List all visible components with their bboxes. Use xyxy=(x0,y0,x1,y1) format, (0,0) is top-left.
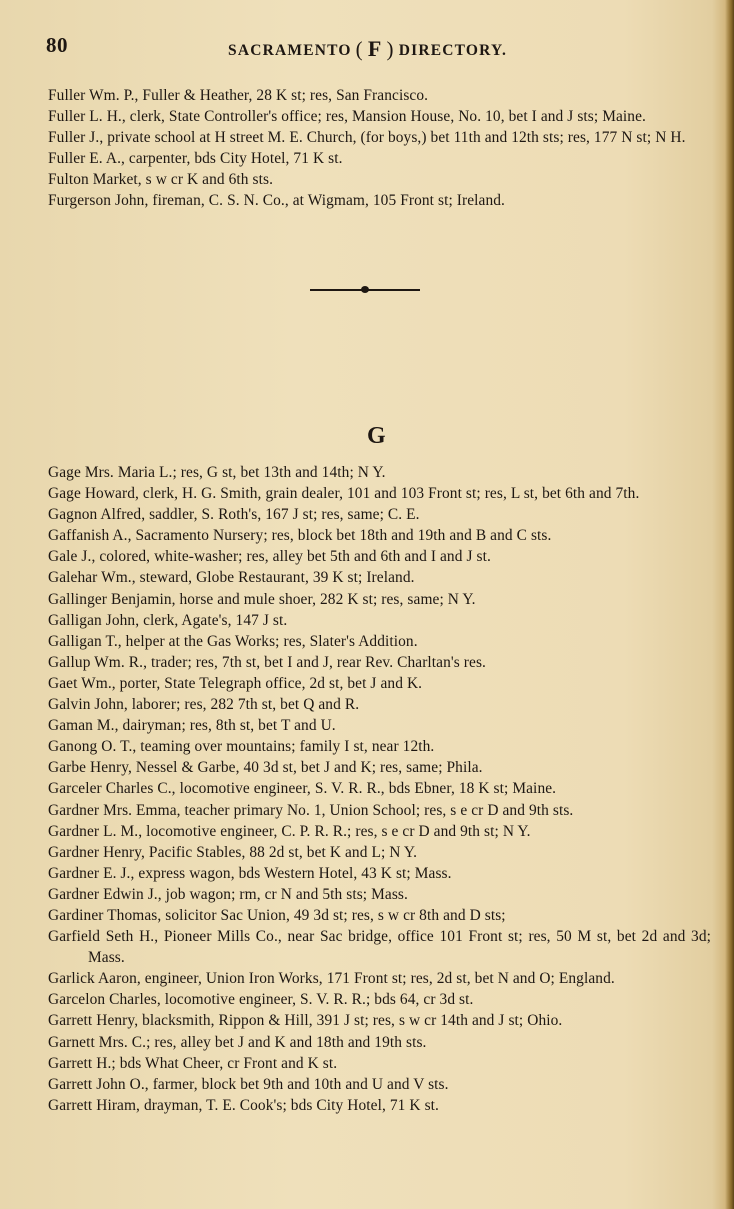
directory-entry: Fuller L. H., clerk, State Controller's office; res, Mansion House, No. 10, bet I and J sts; Maine. xyxy=(48,108,646,126)
running-head-city: SACRAMENTO xyxy=(228,42,352,59)
directory-entry: Fulton Market, s w cr K and 6th sts. xyxy=(48,171,274,189)
running-header xyxy=(46,33,706,61)
directory-entry: Garbe Henry, Nessel & Garbe, 40 3d st, bet J and K; res, same; Phila. xyxy=(48,759,483,777)
directory-entry: Gaffanish A., Sacramento Nursery; res, block bet 18th and 19th and B and C sts. xyxy=(48,527,552,545)
running-head-paren-close: ) xyxy=(386,37,395,61)
directory-entry: Gage Howard, clerk, H. G. Smith, grain dealer, 101 and 103 Front st; res, L st, bet 6th and 7th. xyxy=(48,485,640,503)
directory-entry: Gallup Wm. R., trader; res, 7th st, bet I and J, rear Rev. Charltan's res. xyxy=(48,653,487,671)
directory-entry: Gage Mrs. Maria L.; res, G st, bet 13th and 14th; N Y. xyxy=(48,464,386,481)
section-divider-ornament xyxy=(361,286,369,293)
directory-entry: Gaet Wm., porter, State Telegraph office, 2d st, bet J and K. xyxy=(48,674,423,692)
directory-entry: Garlick Aaron, engineer, Union Iron Works, 171 Front st; res, 2d st, bet N and O; England. xyxy=(48,970,615,988)
directory-entry: Gardiner Thomas, solicitor Sac Union, 49 3d st; res, s w cr 8th and D sts; xyxy=(48,906,506,924)
directory-entry: Galligan T., helper at the Gas Works; res, Slater's Addition. xyxy=(48,632,418,650)
directory-entry: Gardner L. M., locomotive engineer, C. P. R. R.; res, s e cr D and 9th st; N Y. xyxy=(48,822,531,840)
directory-entry: Garcelon Charles, locomotive engineer, S. V. R. R.; bds 64, cr 3d st. xyxy=(48,991,474,1009)
directory-entry: Gale J., colored, white-washer; res, alley bet 5th and 6th and I and J st. xyxy=(48,548,491,566)
directory-entry: Gardner E. J., express wagon, bds Western Hotel, 43 K st; Mass. xyxy=(48,864,452,882)
directory-entry: Gallinger Benjamin, horse and mule shoer, 282 K st; res, same; N Y. xyxy=(48,590,476,608)
running-head-letter: F xyxy=(367,36,383,61)
directory-entry: Galvin John, laborer; res, 282 7th st, bet Q and R. xyxy=(48,696,360,714)
directory-entry: Gardner Edwin J., job wagon; rm, cr N and 5th sts; Mass. xyxy=(48,885,408,903)
directory-entry: Gardner Mrs. Emma, teacher primary No. 1, Union School; res, s e cr D and 9th sts. xyxy=(48,801,574,819)
directory-entry: Gagnon Alfred, saddler, S. Roth's, 167 J st; res, same; C. E. xyxy=(48,506,420,524)
directory-entry: Ganong O. T., teaming over mountains; family I st, near 12th. xyxy=(48,738,435,756)
directory-entry: Garnett Mrs. C.; res, alley bet J and K and 18th and 19th sts. xyxy=(48,1033,427,1051)
section-g-entries xyxy=(48,462,711,1116)
section-heading-g: G xyxy=(367,423,387,449)
running-head-directory: DIRECTORY. xyxy=(398,42,508,59)
running-head-title xyxy=(228,35,507,61)
directory-entry: Fuller J., private school at H street M. E. Church, (for boys,) bet 11th and 12th sts; res, 177 N st; N H. xyxy=(48,129,686,147)
directory-entry: Garceler Charles C., locomotive engineer, S. V. R. R., bds Ebner, 18 K st; Maine. xyxy=(48,780,557,798)
directory-entry: Garfield Seth H., Pioneer Mills Co., near Sac bridge, office 101 Front st; res, 50 M st, bet 2d and 3d; Mass. xyxy=(48,928,711,967)
directory-entry: Galligan John, clerk, Agate's, 147 J st. xyxy=(48,611,288,629)
directory-entry: Garrett Hiram, drayman, T. E. Cook's; bds City Hotel, 71 K st. xyxy=(48,1096,439,1114)
directory-entry: Fuller Wm. P., Fuller & Heather, 28 K st; res, San Francisco. xyxy=(48,87,429,104)
directory-entry: Garrett Henry, blacksmith, Rippon & Hill, 391 J st; res, s w cr 14th and J st; Ohio. xyxy=(48,1012,563,1030)
section-f-entries xyxy=(48,85,711,212)
page-edge-shadow xyxy=(725,0,734,1209)
directory-entry: Fuller E. A., carpenter, bds City Hotel, 71 K st. xyxy=(48,150,343,168)
directory-entry: Gardner Henry, Pacific Stables, 88 2d st, bet K and L; N Y. xyxy=(48,843,418,861)
directory-entry: Gaman M., dairyman; res, 8th st, bet T and U. xyxy=(48,717,336,735)
directory-entry: Garrett John O., farmer, block bet 9th and 10th and U and V sts. xyxy=(48,1075,449,1093)
directory-entry: Furgerson John, fireman, C. S. N. Co., at Wigmam, 105 Front st; Ireland. xyxy=(48,192,506,210)
directory-entry: Galehar Wm., steward, Globe Restaurant, 39 K st; Ireland. xyxy=(48,569,415,587)
page-number: 80 xyxy=(46,33,68,57)
directory-entry: Garrett H.; bds What Cheer, cr Front and K st. xyxy=(48,1054,338,1072)
running-head-paren-open: ( xyxy=(355,37,364,61)
